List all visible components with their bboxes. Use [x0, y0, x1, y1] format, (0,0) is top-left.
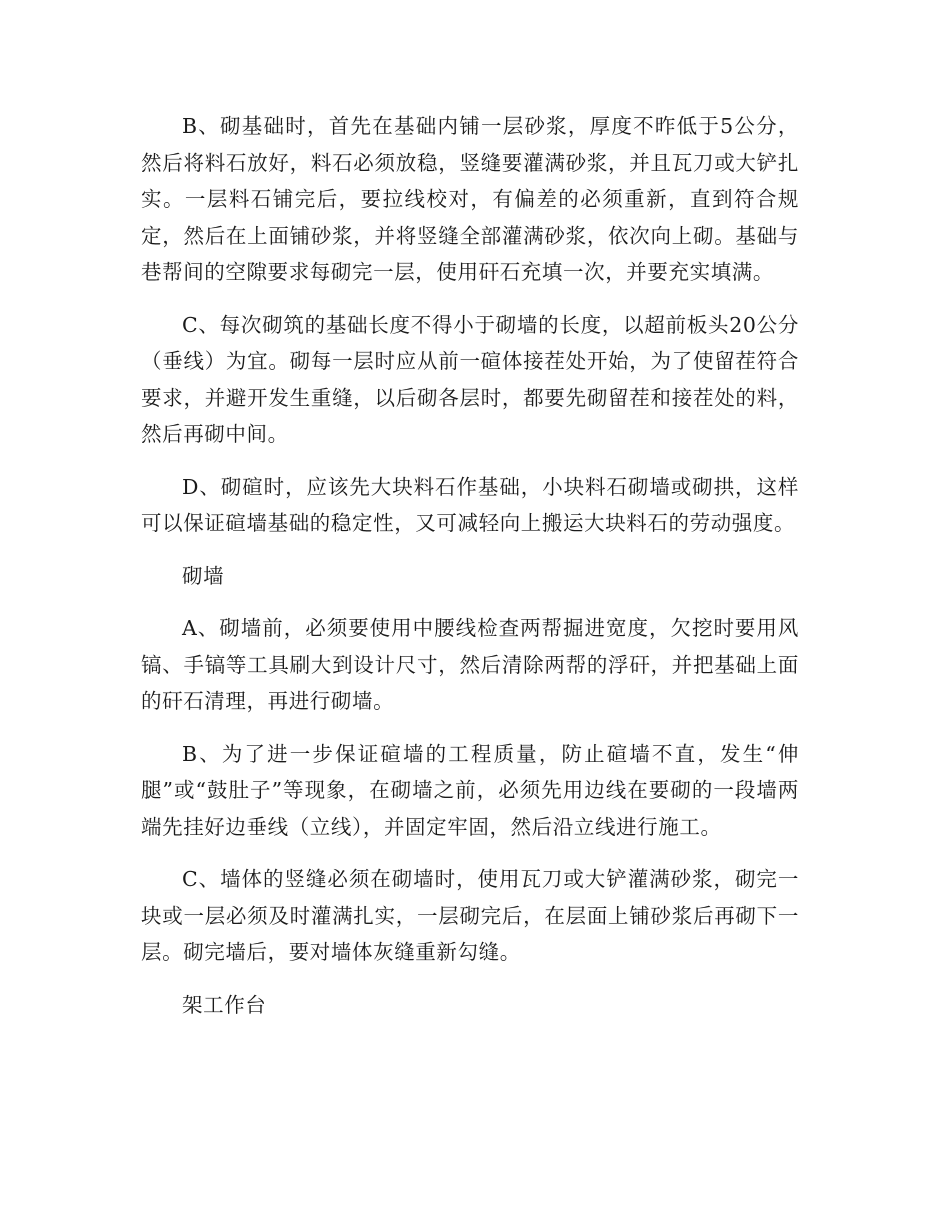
paragraph-wall-c: C、墙体的竖缝必须在砌墙时，使用瓦刀或大铲灌满砂浆，砌完一块或一层必须及时灌满扎实，一层砌完后，在层面上铺砂浆后再砌下一层。砌完墙后，要对墙体灰缝重新勾缝。	[141, 867, 799, 964]
paragraph-wall-b: B、为了进一步保证碹墙的工程质量，防止碹墙不直，发生“伸腿”或“鼓肚子”等现象，在砌墙之前，必须先用边线在要砌的一段墙两端先挂好边垂线（立线），并固定牢固，然后沿立线进行施工。	[141, 741, 799, 839]
paragraph-foundation-b: B、砌基础时，首先在基础内铺一层砂浆，厚度不昨低于5公分，然后将料石放好，料石必须放稳，竖缝要灌满砂浆，并且瓦刀或大铲扎实。一层料石铺完后，要拉线校对，有偏差的必须重新，直到符合规定，然后在上面铺砂浆，并将竖缝全部灌满砂浆，依次向上砌。基础与巷帮间的空隙要求每砌完一层，使用矸石充填一次，并要充实填满。	[141, 114, 799, 284]
paragraph-foundation-d: D、砌碹时，应该先大块料石作基础，小块料石砌墙或砌拱，这样可以保证碹墙基础的稳定性，又可减轻向上搬运大块料石的劳动强度。	[141, 474, 799, 535]
paragraph-foundation-c: C、每次砌筑的基础长度不得小于砌墙的长度，以超前板头20公分（垂线）为宜。砌每一层时应从前一碹体接茬处开始，为了使留茬符合要求，并避开发生重缝，以后砌各层时，都要先砌留茬和接茬处的料，然后再砌中间。	[141, 312, 799, 446]
document-body	[141, 108, 799, 1023]
section-heading-wall: 砌墙	[182, 563, 225, 588]
section-heading-platform: 架工作台	[182, 992, 267, 1017]
paragraph-wall-a: A、砌墙前，必须要使用中腰线检查两帮掘进宽度，欠挖时要用风镐、手镐等工具刷大到设计尺寸，然后清除两帮的浮矸，并把基础上面的矸石清理，再进行砌墙。	[141, 616, 799, 713]
